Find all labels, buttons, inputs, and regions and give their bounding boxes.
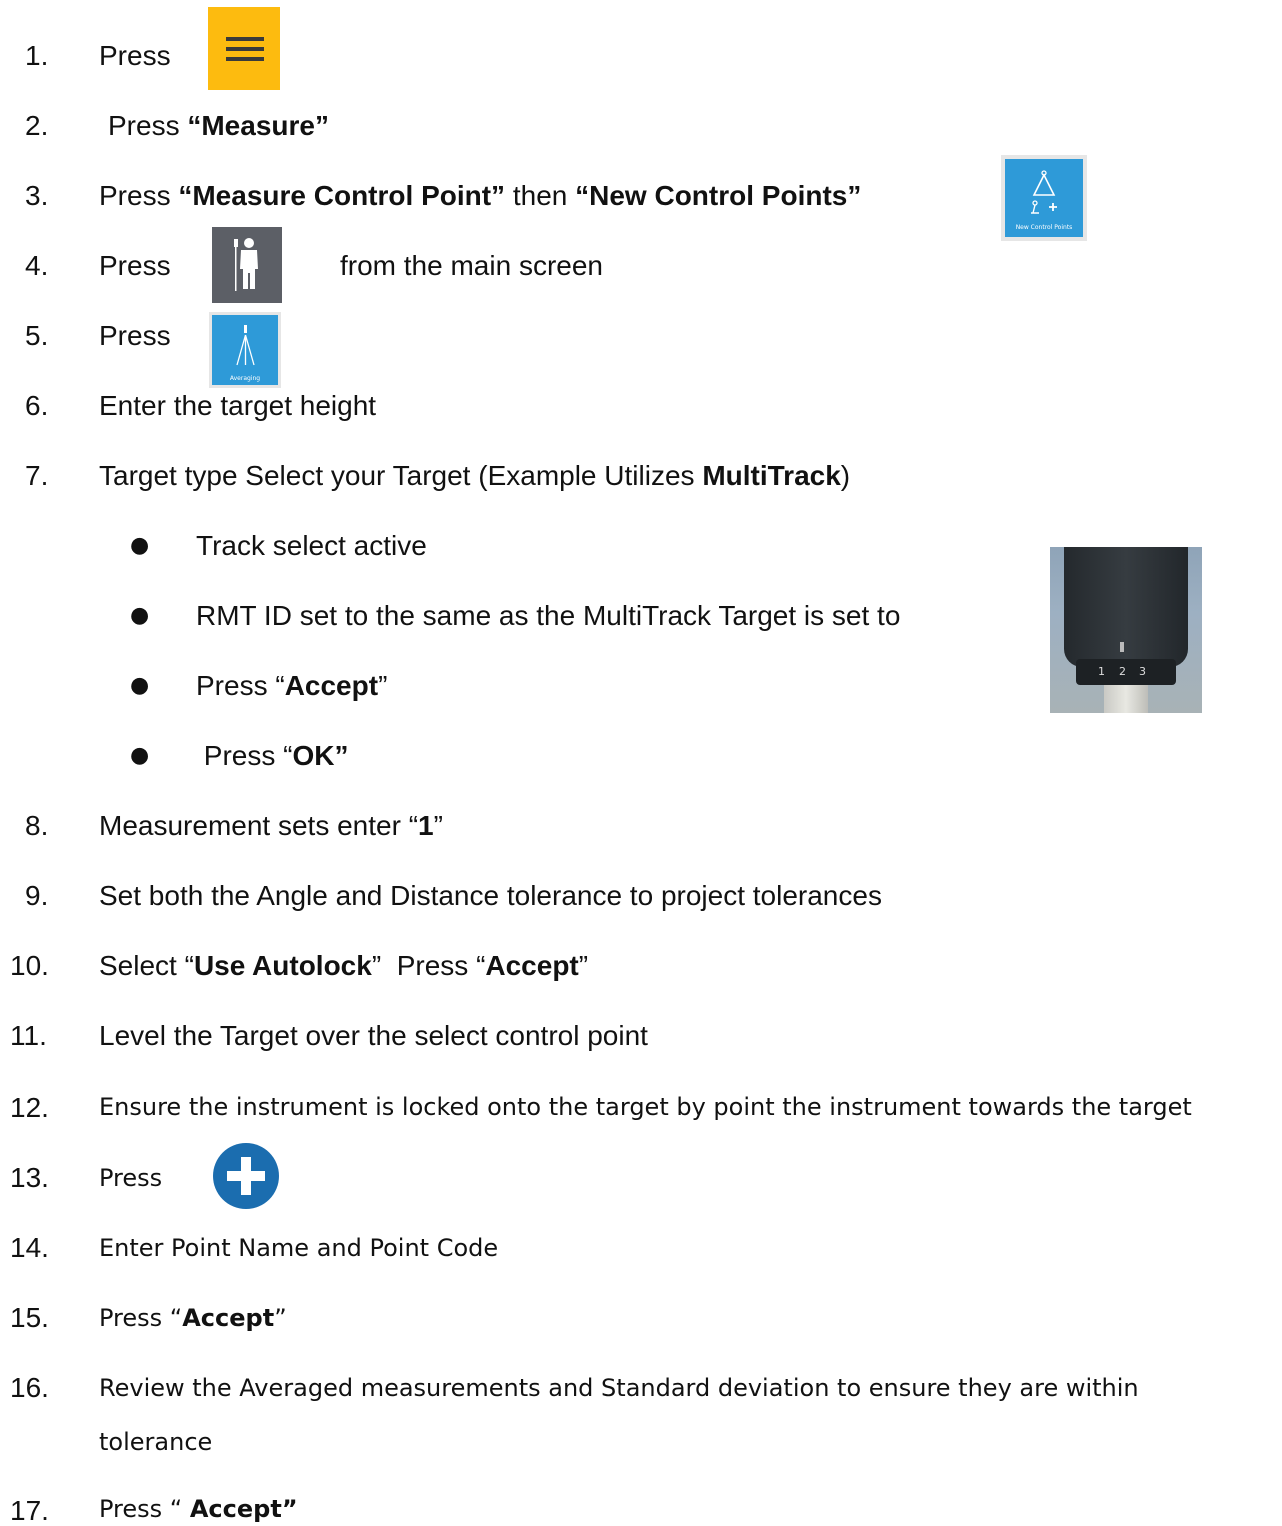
step-text: Enter the target height: [99, 390, 377, 421]
step-number: 7.: [25, 460, 49, 491]
step-number: 5.: [25, 320, 49, 351]
step-text: Press: [99, 250, 171, 281]
icon-caption: New Control Points: [1015, 224, 1073, 231]
icon-caption: Averaging: [229, 375, 261, 382]
step-text: Ensure the instrument is locked onto the target by point the instrument towards the target: [99, 1093, 1192, 1121]
step-text: Press: [99, 40, 171, 71]
step-number: 12.: [10, 1092, 49, 1123]
bullet: ●: [130, 603, 150, 628]
sub-step-text: Press “Accept”: [196, 670, 388, 701]
step-number: 10.: [10, 950, 49, 981]
step-number: 13.: [10, 1162, 49, 1193]
sub-step-text: Press “OK”: [196, 740, 349, 771]
hamburger-menu-icon: [208, 7, 280, 90]
step-number: 8.: [25, 810, 49, 841]
step-number: 17.: [10, 1495, 49, 1526]
step-number: 4.: [25, 250, 49, 281]
dial-digit: 3: [1139, 665, 1146, 678]
sub-step-text: RMT ID set to the same as the MultiTrack Target is set to: [196, 600, 901, 631]
dial-digit: 2: [1119, 665, 1126, 678]
step-number: 16.: [10, 1372, 49, 1403]
surveyor-icon: [212, 227, 282, 303]
dial-digit: 1: [1098, 665, 1105, 678]
step-text: Set both the Angle and Distance tolerance to project tolerances: [99, 880, 882, 911]
step-text: Review the Averaged measurements and Standard deviation to ensure they are within: [99, 1374, 1139, 1402]
step-text: Enter Point Name and Point Code: [99, 1234, 499, 1262]
step-text: Measurement sets enter “1”: [99, 810, 443, 841]
step-text: Press “Accept”: [99, 1304, 287, 1332]
step-text-continued: tolerance: [99, 1428, 213, 1456]
step-number: 3.: [25, 180, 49, 211]
averaging-tripod-icon: [209, 312, 281, 388]
step-text: Target type Select your Target (Example Utilizes MultiTrack): [99, 460, 851, 491]
step-text: Press “Measure”: [108, 110, 329, 141]
step-text: Press: [99, 320, 171, 351]
step-number: 6.: [25, 390, 49, 421]
new-control-points-icon: [1001, 155, 1087, 241]
step-number: 2.: [25, 110, 49, 141]
step-text: Press “ Accept”: [99, 1495, 298, 1523]
bullet: ●: [130, 673, 150, 698]
step-text: Press: [99, 1164, 163, 1192]
step-number: 15.: [10, 1302, 49, 1333]
multitrack-target-photo: [1050, 547, 1202, 713]
step-text: Press “Measure Control Point” then “New Control Points”: [99, 180, 862, 211]
step-text: Select “Use Autolock” Press “Accept”: [99, 950, 589, 981]
step-text: Level the Target over the select control point: [99, 1020, 648, 1051]
step-number: 9.: [25, 880, 49, 911]
add-plus-icon: [213, 1143, 279, 1209]
step-number: 11.: [10, 1020, 47, 1051]
step-number: 1.: [25, 40, 49, 71]
step-number: 14.: [10, 1232, 49, 1263]
bullet: ●: [130, 533, 150, 558]
bullet: ●: [130, 743, 150, 768]
step-text-suffix: from the main screen: [340, 250, 603, 281]
sub-step-text: Track select active: [196, 530, 427, 561]
